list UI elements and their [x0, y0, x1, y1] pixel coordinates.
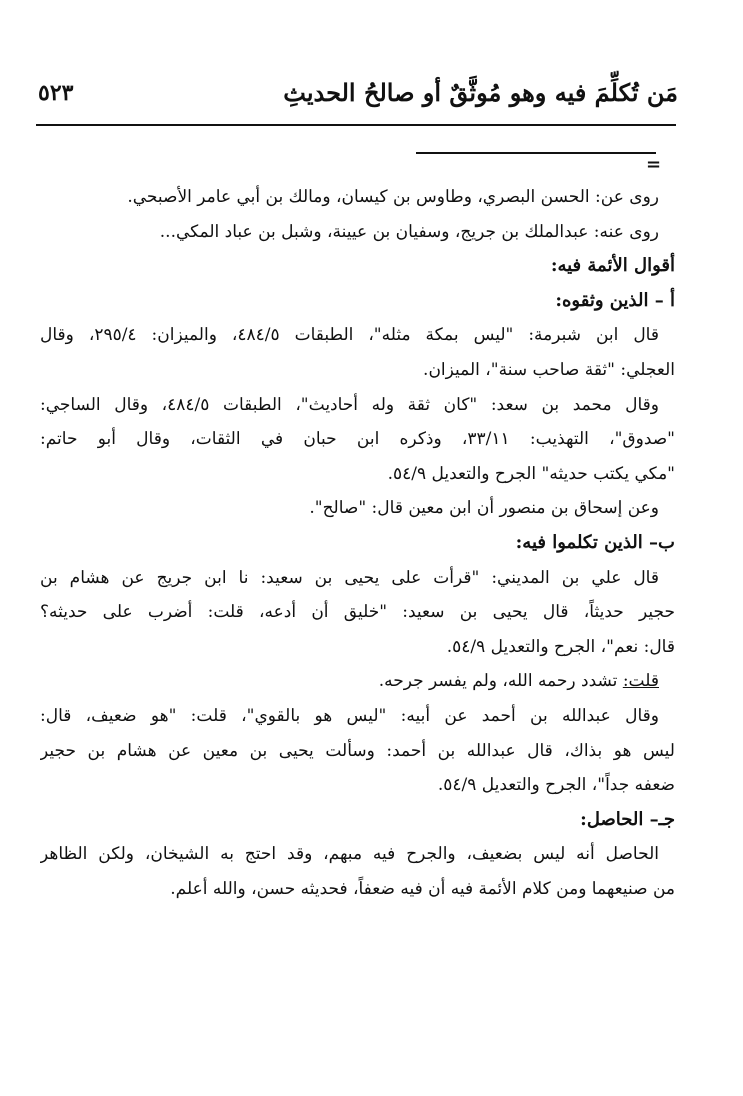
section-b-note	[40, 664, 675, 699]
page-header	[38, 78, 678, 120]
narrated-from-line: روى عن: الحسن البصري، وطاوس بن كيسان، ومالك بن أبي عامر الأصبحي.	[127, 187, 659, 207]
section-b-line-6: ليس هو بذاك، قال عبدالله بن أحمد: وسألت يحيى بن معين عن هشام بن حجير	[40, 740, 675, 761]
footnote-continuation-mark: =	[646, 154, 662, 175]
section-a-line-4: "صدوق"، التهذيب: ٣٣/١١، وذكره ابن حبان في الثقات، وقال أبو حاتم:	[40, 429, 675, 450]
section-b-line-7: ضعفه جداً"، الجرح والتعديل ٥٤/٩.	[437, 775, 675, 796]
page-body	[40, 180, 675, 906]
section-a-line-5: "مكي يكتب حديثه" الجرح والتعديل ٥٤/٩.	[387, 463, 675, 484]
section-a-line-3: وقال محمد بن سعد: "كان ثقة وله أحاديث"، الطبقات ٤٨٤/٥، وقال الساجي:	[40, 394, 659, 415]
narrated-by-line: روى عنه: عبدالملك بن جريج، وسفيان بن عيينة، وشبل بن عباد المكي...	[159, 221, 659, 242]
section-c-heading: جـ– الحاصل:	[580, 808, 675, 830]
note-label: قلت:	[622, 671, 659, 692]
page-number: ٥٢٣	[38, 80, 74, 106]
imams-heading: أقوال الأئمة فيه:	[550, 255, 675, 277]
section-c-line-2: من صنيعهما ومن كلام الأئمة فيه أن فيه ضعفاً، فحديثه حسن، والله أعلم.	[170, 878, 675, 899]
running-title: مَن تُكلِّمَ فيه وهو مُوثَّقٌ أو صالحُ الحديثِ	[283, 78, 678, 107]
note-text: تشدد رحمه الله، ولم يفسر جرحه.	[378, 671, 623, 692]
section-b-line-2: حجير حديثاً، قال يحيى بن سعيد: "خليق أن أدعه، قلت: أضرب على حديثه؟	[40, 602, 675, 623]
section-b-line-3: قال: نعم"، الجرح والتعديل ٥٤/٩.	[446, 636, 675, 657]
header-rule	[36, 124, 676, 126]
section-b-line-1: قال علي بن المديني: "قرأت على يحيى بن سعيد: نا ابن جريج عن هشام بن	[40, 567, 659, 588]
footnote-rule	[416, 152, 656, 154]
section-a-heading: أ – الذين وثقوه:	[555, 289, 675, 311]
section-b-line-5: وقال عبدالله بن أحمد عن أبيه: "ليس هو بالقوي"، قلت: "هو ضعيف، قال:	[40, 705, 659, 726]
section-a-line-2: العجلي: "ثقة صاحب سنة"، الميزان.	[423, 359, 675, 380]
section-a-line-1: قال ابن شبرمة: "ليس بمكة مثله"، الطبقات ٤٨٤/٥، والميزان: ٢٩٥/٤، وقال	[40, 325, 659, 346]
section-b-heading: ب– الذين تكلموا فيه:	[515, 531, 675, 553]
section-c-line-1: الحاصل أنه ليس بضعيف، والجرح فيه مبهم، وقد احتج به الشيخان، ولكن الظاهر	[40, 844, 659, 865]
section-a-line-6: وعن إسحاق بن منصور أن ابن معين قال: "صالح".	[309, 498, 659, 519]
